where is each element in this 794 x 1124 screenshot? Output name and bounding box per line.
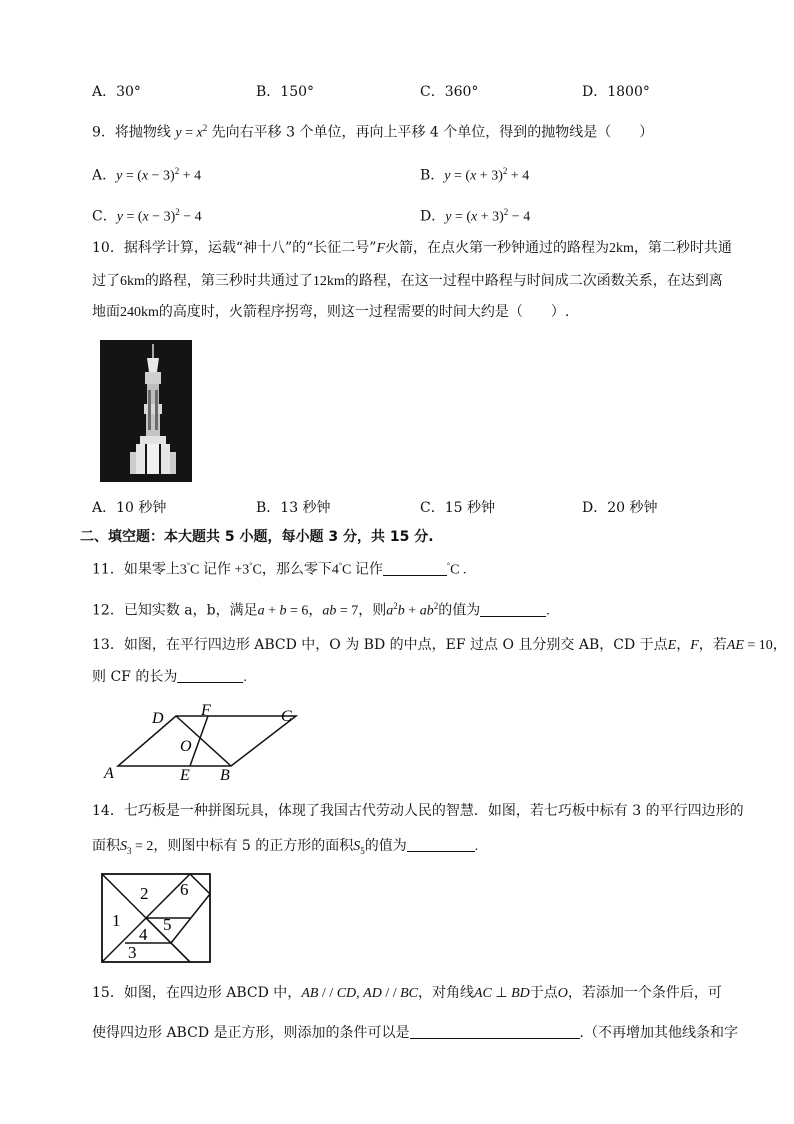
q10-line-1: 10．据科学计算，运载“神十八”的“长征二号”F火箭，在点火第一秒钟通过的路程为2km，第二秒时共通 bbox=[92, 240, 732, 256]
q14-answer-blank[interactable] bbox=[407, 837, 475, 852]
rocket-photo bbox=[100, 340, 192, 482]
tangram-piece-1: 1 bbox=[112, 911, 121, 930]
q8-option-d: D．1800° bbox=[582, 84, 650, 100]
label-a: A bbox=[104, 765, 114, 782]
q9-option-b: B．$y = (x + 3)^2 + 4$ bbox=[420, 166, 530, 184]
label-o: O bbox=[180, 738, 192, 755]
q9-formula: y bbox=[175, 125, 182, 141]
q9-option-d: D．$y = (x + 3)^2 - 4$ bbox=[420, 207, 531, 225]
rocket-illustration bbox=[100, 340, 192, 482]
label-d: D bbox=[152, 710, 164, 727]
q11-stem: 11．如果零上3°C 记作 +3°C，那么零下4°C 记作 °C . bbox=[92, 561, 467, 578]
segment-ef bbox=[190, 716, 208, 766]
q9-option-c: C．$y = (x - 3)^2 - 4$ bbox=[92, 207, 202, 225]
q15-answer-blank[interactable] bbox=[410, 1024, 580, 1039]
label-c: C bbox=[281, 708, 292, 725]
q9-stem: 9．将抛物线 $y = x^2$ 先向右平移 3 个单位，再向上平移 4 个单位，得到的抛物线是（ ） bbox=[92, 123, 654, 141]
q13-line-1: 13．如图，在平行四边形 ABCD 中，O 为 BD 的中点，EF 过点 O 且分别交 AB，CD 于点E，F，若AE = 10， bbox=[92, 637, 787, 653]
q13-line-2: 则 CF 的长为 . bbox=[92, 669, 247, 685]
q10-line-2: 过了6km的路程，第三秒时共通过了12km的路程，在这一过程中路程与时间成二次函数关系，在达到离 bbox=[92, 273, 723, 289]
q14-line-1: 14．七巧板是一种拼图玩具，体现了我国古代劳动人民的智慧．如图，若七巧板中标有 3 的平行四边形的 bbox=[92, 803, 744, 819]
tangram-piece-3: 3 bbox=[128, 943, 137, 962]
q15-line-2: 使得四边形 ABCD 是正方形，则添加的条件可以是 .（不再增加其他线条和字 bbox=[92, 1025, 738, 1041]
q12-answer-blank[interactable] bbox=[480, 602, 546, 617]
q8-option-b: B．150° bbox=[256, 84, 315, 100]
q10-option-b: B．13 秒钟 bbox=[256, 500, 331, 516]
tangram-piece-5: 5 bbox=[163, 915, 172, 934]
label-f: F bbox=[201, 702, 211, 719]
label-e: E bbox=[180, 767, 190, 782]
tangram-piece-4: 4 bbox=[139, 925, 148, 944]
q14-line-2: 面积$S_3 = 2$，则图中标有 5 的正方形的面积$S_5$的值为 . bbox=[92, 838, 479, 856]
q9-prefix: 9．将抛物线 bbox=[92, 124, 171, 141]
q8-option-c: C．360° bbox=[420, 84, 479, 100]
tangram-piece-2: 2 bbox=[140, 884, 149, 903]
parallelogram-figure bbox=[100, 700, 310, 782]
q13-answer-blank[interactable] bbox=[177, 668, 243, 683]
tangram-figure bbox=[100, 872, 212, 964]
q12-stem: 12．已知实数 a，b，满足a + b = 6，ab = 7，则$a^2b + ab^2$的值为 . bbox=[92, 601, 550, 619]
q11-answer-blank[interactable] bbox=[383, 561, 447, 576]
tangram-piece-6: 6 bbox=[180, 880, 189, 899]
q9-option-a: A．$y = (x - 3)^2 + 4$ bbox=[92, 166, 202, 184]
parallelogram-outline bbox=[118, 716, 296, 766]
q15-line-1: 15．如图，在四边形 ABCD 中，AB / / CD, AD / / BC，对角线AC ⊥ BD于点O，若添加一个条件后，可 bbox=[92, 985, 722, 1001]
q10-line-3: 地面240km的高度时，火箭程序拐弯，则这一过程需要的时间大约是（ ）. bbox=[92, 304, 570, 320]
q9-mid: 先向右平移 3 个单位，再向上平移 4 个单位，得到的抛物线是（ ） bbox=[211, 124, 654, 141]
q10-option-a: A．10 秒钟 bbox=[92, 500, 167, 516]
label-b: B bbox=[220, 767, 230, 782]
q10-option-d: D．20 秒钟 bbox=[582, 500, 658, 516]
q8-option-a: A．30° bbox=[92, 84, 141, 100]
q10-option-c: C．15 秒钟 bbox=[420, 500, 495, 516]
section-heading-fill-blank: 二、填空题：本大题共 5 小题，每小题 3 分，共 15 分. bbox=[80, 529, 434, 545]
